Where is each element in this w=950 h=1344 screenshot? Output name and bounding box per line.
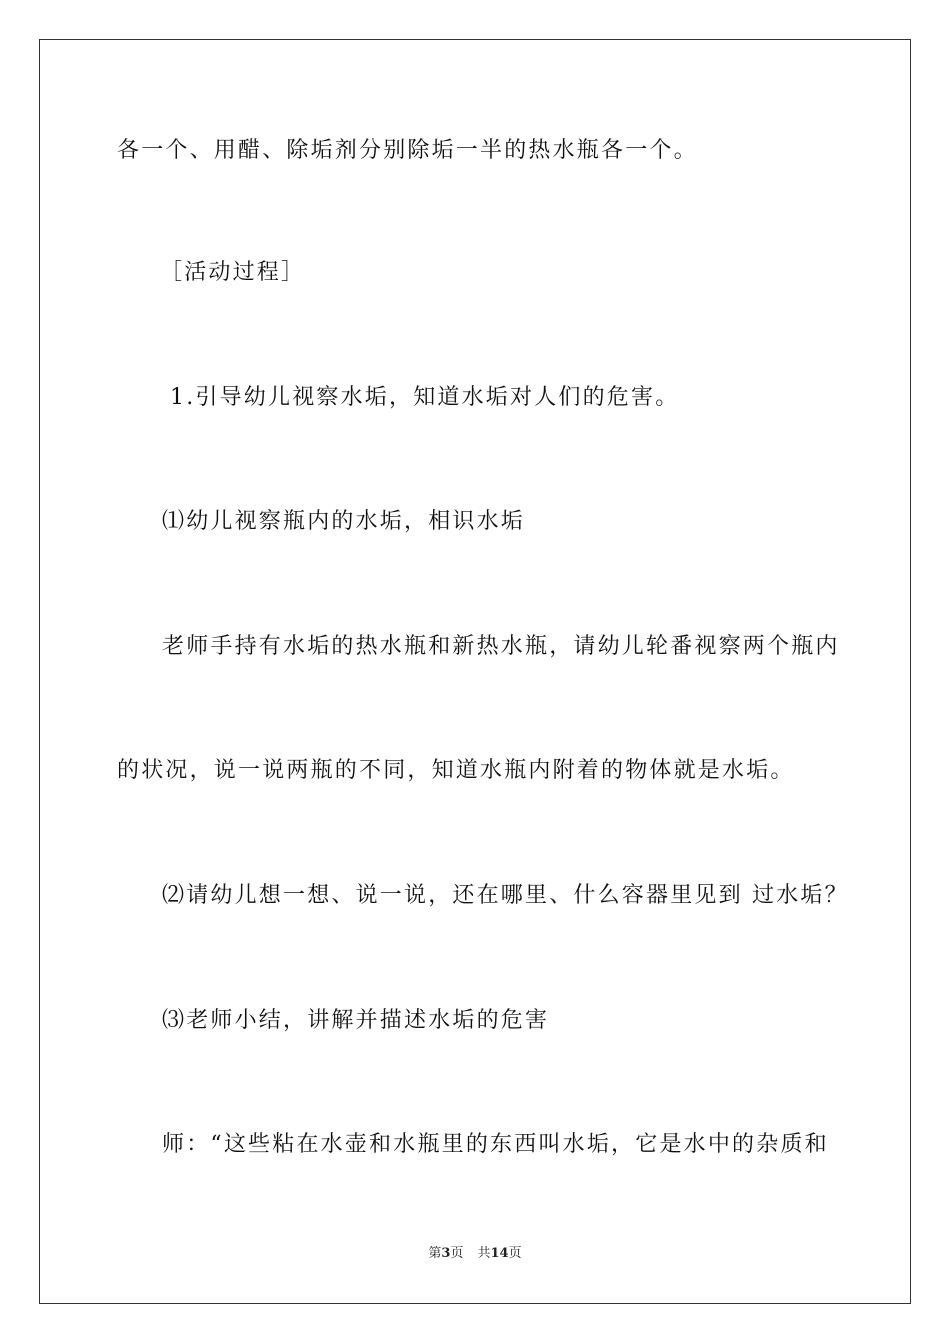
footer-page-prefix: 第 xyxy=(428,1246,442,1261)
section-heading: ［活动过程］ xyxy=(160,260,306,285)
page-footer xyxy=(0,1245,950,1263)
text-line-3: 1.引导幼儿视察水垢，知道水垢对人们的危害。 xyxy=(170,385,680,410)
footer-total-suffix: 页 xyxy=(508,1246,522,1261)
page-border xyxy=(39,39,911,1304)
footer-total-prefix: 共 xyxy=(477,1246,491,1261)
footer-page-suffix: 页 xyxy=(450,1246,464,1261)
text-line-6: 的状况，说一说两瓶的不同，知道水瓶内附着的物体就是水垢。 xyxy=(117,758,795,783)
text-line-8: ⑶老师小结，讲解并描述水垢的危害 xyxy=(162,1008,550,1033)
text-line-4: ⑴幼儿视察瓶内的水垢，相识水垢 xyxy=(162,509,526,534)
footer-page-number: 3 xyxy=(441,1246,451,1261)
text-line-7: ⑵请幼儿想一想、说一说，还在哪里、什么容器里见到 过水垢？ xyxy=(162,883,849,908)
text-line-1: 各一个、用醋、除垢剂分别除垢一半的热水瓶各一个。 xyxy=(117,138,698,163)
text-line-5: 老师手持有水垢的热水瓶和新热水瓶，请幼儿轮番视察两个瓶内 xyxy=(162,634,840,659)
text-line-9: 师：“这些粘在水壶和水瓶里的东西叫水垢，它是水中的杂质和 xyxy=(162,1132,829,1157)
footer-total-pages: 14 xyxy=(490,1246,509,1261)
